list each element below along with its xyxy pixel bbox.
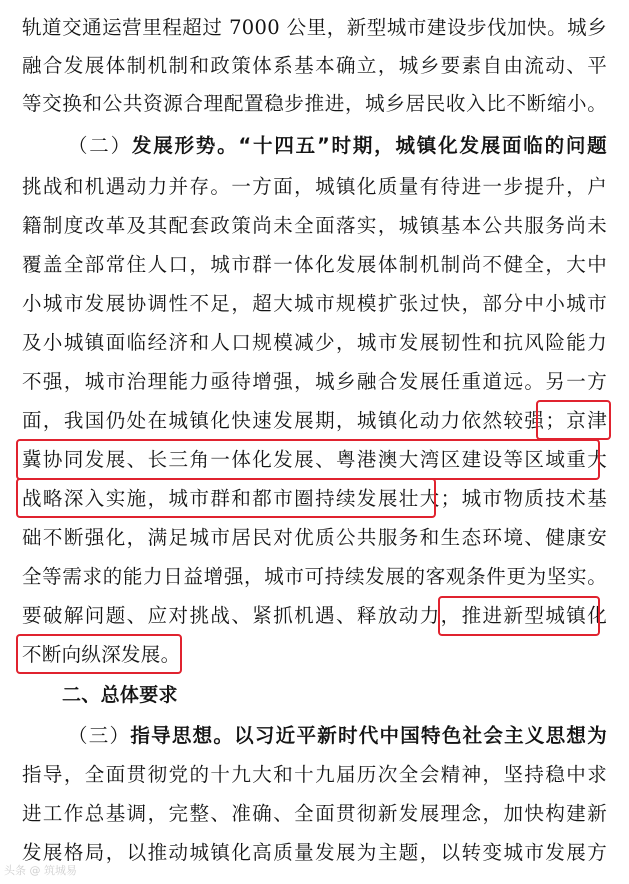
paragraph-line: 指导，全面贯彻党的十九大和十九届历次全会精神，坚持稳中求 [22, 763, 607, 786]
paragraph-line: 不强，城市治理能力亟待增强，城乡融合发展任重道远。另一方 [22, 370, 607, 393]
paragraph-line: 及小城镇面临经济和人口规模减少，城市发展韧性和抗风险能力 [22, 331, 607, 354]
paragraph-line: 冀协同发展、长三角一体化发展、粤港澳大湾区建设等区域重大 [22, 448, 607, 471]
section-3-text: 指导思想。以习近平新时代中国特色社会主义思想为 [130, 724, 607, 747]
paragraph-line: 等交换和公共资源合理配置稳步推进，城乡居民收入比不断缩小。 [22, 92, 607, 115]
section-3-line [68, 718, 607, 754]
paragraph-line: 础不断强化，满足城市居民对优质公共服务和生态环境、健康安 [22, 526, 607, 549]
paragraph-line: 挑战和机遇动力并存。一方面，城镇化质量有待进一步提升，户 [22, 175, 607, 198]
paragraph-line: 战略深入实施，城市群和都市圈持续发展壮大；城市物质技术基 [22, 487, 607, 510]
paragraph-line: 面，我国仍处在城镇化快速发展期，城镇化动力依然较强；京津 [22, 409, 607, 432]
section-heading: 二、总体要求 [62, 684, 178, 706]
paragraph-line: 不断向纵深发展。 [22, 643, 181, 666]
section-2-line [68, 128, 607, 164]
watermark: 头条 @ 筑城易 [4, 864, 77, 877]
paragraph-line: 发展格局，以推动城镇化高质量发展为主题，以转变城市发展方 [22, 841, 607, 864]
paragraph-line: 轨道交通运营里程超过 7000 公里，新型城市建设步伐加快。城乡 [22, 16, 607, 39]
section-2-text: 发展形势。“十四五”时期，城镇化发展面临的问题 [131, 134, 607, 157]
paragraph-line: 融合发展体制机制和政策体系基本确立，城乡要素自由流动、平 [22, 54, 607, 77]
paragraph-line: 要破解问题、应对挑战、紧抓机遇、释放动力，推进新型城镇化 [22, 604, 607, 627]
section-3-label: （三） [68, 724, 131, 747]
paragraph-line: 覆盖全部常住人口，城市群一体化发展体制机制尚不健全，大中 [22, 253, 607, 276]
paragraph-line: 籍制度改革及其配套政策尚未全面落实，城镇基本公共服务尚未 [22, 214, 607, 237]
section-2-label: （二） [68, 134, 132, 157]
paragraph-line: 全等需求的能力日益增强，城市可持续发展的客观条件更为坚实。 [22, 565, 607, 588]
paragraph-line: 进工作总基调，完整、准确、全面贯彻新发展理念，加快构建新 [22, 802, 607, 825]
paragraph-line: 小城市发展协调性不足，超大城市规模扩张过快，部分中小城市 [22, 292, 607, 315]
